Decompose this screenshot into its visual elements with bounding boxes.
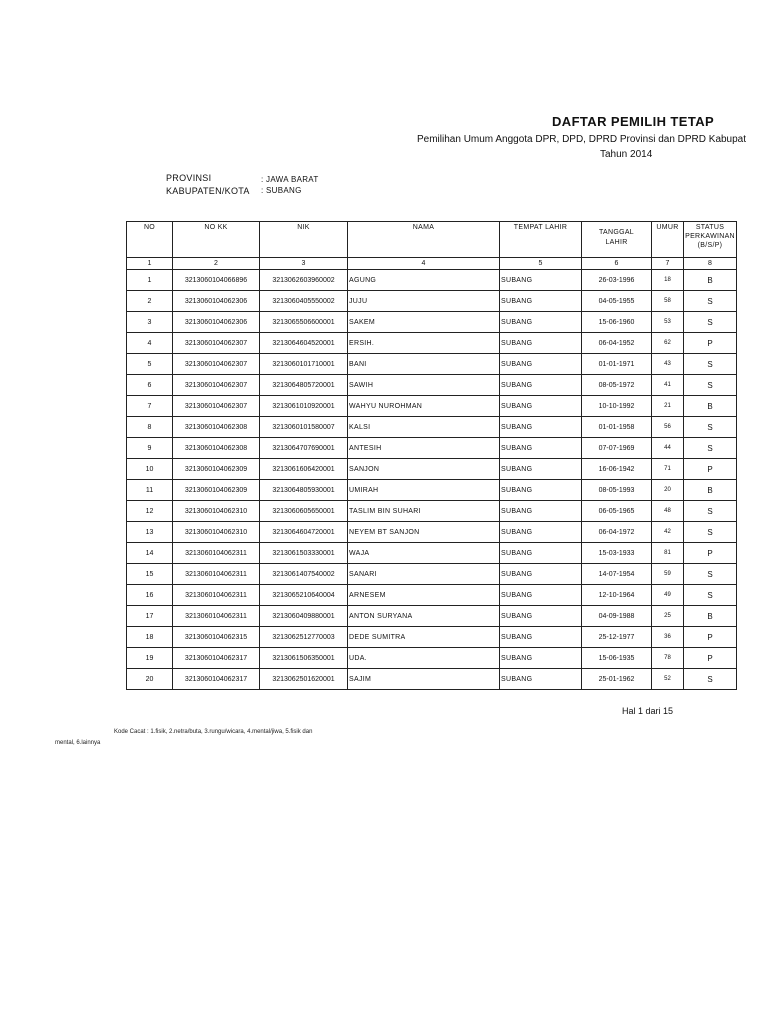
cell-nik: 3213060409880001 (260, 606, 348, 627)
column-number: 5 (500, 258, 582, 270)
cell-no-kk: 3213060104062311 (173, 564, 260, 585)
cell-no: 20 (127, 669, 173, 690)
cell-nik: 3213062501620001 (260, 669, 348, 690)
cell-no: 10 (127, 459, 173, 480)
cell-nik: 3213064707690001 (260, 438, 348, 459)
cell-no: 1 (127, 270, 173, 291)
cell-nik: 3213064805720001 (260, 375, 348, 396)
cell-no: 17 (127, 606, 173, 627)
cell-tanggal-lahir: 15-03-1933 (582, 543, 652, 564)
cell-no: 13 (127, 522, 173, 543)
cell-status: P (684, 333, 737, 354)
cell-nik: 3213064805930001 (260, 480, 348, 501)
cell-tempat-lahir: SUBANG (500, 480, 582, 501)
table-row (127, 354, 737, 375)
cell-tanggal-lahir: 01-01-1971 (582, 354, 652, 375)
cell-umur: 48 (652, 501, 684, 522)
cell-umur: 58 (652, 291, 684, 312)
cell-tanggal-lahir: 26-03-1996 (582, 270, 652, 291)
cell-nama: DEDE SUMITRA (348, 627, 500, 648)
table-row (127, 669, 737, 690)
cell-no-kk: 3213060104062317 (173, 648, 260, 669)
cell-tempat-lahir: SUBANG (500, 501, 582, 522)
regency-label: KABUPATEN/KOTA (166, 186, 250, 196)
column-number: 4 (348, 258, 500, 270)
cell-nik: 3213060101710001 (260, 354, 348, 375)
cell-umur: 44 (652, 438, 684, 459)
document-title: DAFTAR PEMILIH TETAP (552, 114, 715, 129)
cell-nik: 3213062603960002 (260, 270, 348, 291)
header-status-line2: PERKAWINAN (685, 233, 735, 240)
cell-tempat-lahir: SUBANG (500, 648, 582, 669)
table-row (127, 522, 737, 543)
cell-status: S (684, 312, 737, 333)
cell-nama: WAHYU NUROHMAN (348, 396, 500, 417)
cell-umur: 43 (652, 354, 684, 375)
province-value: : JAWA BARAT (261, 175, 319, 184)
regency-value: : SUBANG (261, 186, 302, 195)
cell-no: 11 (127, 480, 173, 501)
cell-tanggal-lahir: 10-10-1992 (582, 396, 652, 417)
header-nik: NIK (260, 222, 348, 258)
cell-no: 12 (127, 501, 173, 522)
cell-nama: SAKEM (348, 312, 500, 333)
table-row (127, 501, 737, 522)
header-no-kk: NO KK (173, 222, 260, 258)
header-status-line3: (B/S/P) (697, 242, 723, 249)
cell-nik: 3213064604520001 (260, 333, 348, 354)
cell-tempat-lahir: SUBANG (500, 564, 582, 585)
document-year: Tahun 2014 (600, 149, 653, 160)
cell-status: B (684, 396, 737, 417)
cell-nik: 3213061606420001 (260, 459, 348, 480)
header-status-perkawinan (684, 222, 737, 258)
cell-nama: ANTESIH (348, 438, 500, 459)
cell-tanggal-lahir: 12-10-1964 (582, 585, 652, 606)
cell-nama: UDA. (348, 648, 500, 669)
table-row (127, 564, 737, 585)
cell-nik: 3213062512770003 (260, 627, 348, 648)
table-row (127, 627, 737, 648)
cell-nik: 3213061503330001 (260, 543, 348, 564)
cell-umur: 71 (652, 459, 684, 480)
cell-umur: 21 (652, 396, 684, 417)
voter-rows (127, 270, 737, 690)
cell-umur: 53 (652, 312, 684, 333)
cell-tempat-lahir: SUBANG (500, 291, 582, 312)
table-row (127, 270, 737, 291)
column-number-row (127, 258, 737, 270)
cell-tanggal-lahir: 14-07-1954 (582, 564, 652, 585)
cell-status: P (684, 543, 737, 564)
cell-no: 2 (127, 291, 173, 312)
cell-status: B (684, 606, 737, 627)
table-row (127, 459, 737, 480)
cell-nik: 3213065210640004 (260, 585, 348, 606)
cell-tempat-lahir: SUBANG (500, 606, 582, 627)
cell-nama: BANI (348, 354, 500, 375)
cell-status: P (684, 648, 737, 669)
column-number: 1 (127, 258, 173, 270)
cell-no-kk: 3213060104062307 (173, 396, 260, 417)
page-indicator: Hal 1 dari 15 (622, 706, 674, 716)
cell-nik: 3213061407540002 (260, 564, 348, 585)
cell-no-kk: 3213060104062308 (173, 417, 260, 438)
cell-no: 5 (127, 354, 173, 375)
table-row (127, 543, 737, 564)
cell-umur: 18 (652, 270, 684, 291)
cell-nik: 3213060605650001 (260, 501, 348, 522)
cell-tempat-lahir: SUBANG (500, 417, 582, 438)
cell-no: 9 (127, 438, 173, 459)
cell-status: S (684, 585, 737, 606)
cell-umur: 20 (652, 480, 684, 501)
table-header-row (127, 222, 737, 258)
cell-nik: 3213060405550002 (260, 291, 348, 312)
table-row (127, 648, 737, 669)
cell-no: 3 (127, 312, 173, 333)
cell-tanggal-lahir: 08-05-1972 (582, 375, 652, 396)
cell-tempat-lahir: SUBANG (500, 543, 582, 564)
cell-tempat-lahir: SUBANG (500, 522, 582, 543)
table-row (127, 333, 737, 354)
cell-umur: 78 (652, 648, 684, 669)
cell-nama: SANJON (348, 459, 500, 480)
header-tempat-lahir: TEMPAT LAHIR (500, 222, 582, 258)
table-row (127, 396, 737, 417)
cell-nama: SANARI (348, 564, 500, 585)
table-row (127, 417, 737, 438)
cell-nama: KALSI (348, 417, 500, 438)
cell-tanggal-lahir: 07-07-1969 (582, 438, 652, 459)
cell-tempat-lahir: SUBANG (500, 333, 582, 354)
cell-tempat-lahir: SUBANG (500, 585, 582, 606)
cell-tanggal-lahir: 16-06-1942 (582, 459, 652, 480)
cell-tanggal-lahir: 15-06-1935 (582, 648, 652, 669)
cell-status: S (684, 564, 737, 585)
cell-nama: UMIRAH (348, 480, 500, 501)
cell-tanggal-lahir: 06-04-1952 (582, 333, 652, 354)
cell-no-kk: 3213060104062307 (173, 354, 260, 375)
cell-nik: 3213064604720001 (260, 522, 348, 543)
table-row (127, 585, 737, 606)
cell-tempat-lahir: SUBANG (500, 375, 582, 396)
disability-code-note: Kode Cacat : 1.fisik, 2.netra/buta, 3.rungu/wicara, 4.mental/jiwa, 5.fisik dan (114, 729, 313, 735)
cell-status: S (684, 291, 737, 312)
cell-umur: 42 (652, 522, 684, 543)
cell-no-kk: 3213060104062311 (173, 606, 260, 627)
header-tanggal-lahir (582, 222, 652, 258)
cell-nik: 3213065506600001 (260, 312, 348, 333)
cell-tanggal-lahir: 25-12-1977 (582, 627, 652, 648)
cell-status: S (684, 417, 737, 438)
cell-no-kk: 3213060104062309 (173, 459, 260, 480)
cell-no: 14 (127, 543, 173, 564)
province-label: PROVINSI (166, 173, 212, 183)
cell-no-kk: 3213060104062307 (173, 333, 260, 354)
column-number: 6 (582, 258, 652, 270)
cell-status: P (684, 627, 737, 648)
cell-tanggal-lahir: 04-05-1955 (582, 291, 652, 312)
cell-no-kk: 3213060104062315 (173, 627, 260, 648)
cell-status: S (684, 354, 737, 375)
cell-tempat-lahir: SUBANG (500, 396, 582, 417)
cell-umur: 36 (652, 627, 684, 648)
cell-umur: 41 (652, 375, 684, 396)
cell-status: P (684, 459, 737, 480)
column-number: 2 (173, 258, 260, 270)
cell-no-kk: 3213060104062306 (173, 312, 260, 333)
table-row (127, 312, 737, 333)
cell-tanggal-lahir: 08-05-1993 (582, 480, 652, 501)
cell-no: 4 (127, 333, 173, 354)
cell-tempat-lahir: SUBANG (500, 669, 582, 690)
header-tanggal-lahir-line1: TANGGAL (598, 229, 635, 236)
voter-list-table (126, 221, 737, 690)
cell-nama: TASLIM BIN SUHARI (348, 501, 500, 522)
cell-status: B (684, 270, 737, 291)
cell-status: S (684, 501, 737, 522)
cell-no-kk: 3213060104062306 (173, 291, 260, 312)
cell-no: 7 (127, 396, 173, 417)
cell-nama: SAJIM (348, 669, 500, 690)
cell-no-kk: 3213060104062317 (173, 669, 260, 690)
cell-no-kk: 3213060104062311 (173, 585, 260, 606)
cell-tempat-lahir: SUBANG (500, 438, 582, 459)
cell-no-kk: 3213060104066896 (173, 270, 260, 291)
cell-status: S (684, 438, 737, 459)
header-nama: NAMA (348, 222, 500, 258)
cell-umur: 59 (652, 564, 684, 585)
cell-no: 6 (127, 375, 173, 396)
document-subtitle: Pemilihan Umum Anggota DPR, DPD, DPRD Provinsi dan DPRD Kabupat (417, 134, 747, 145)
cell-no-kk: 3213060104062310 (173, 522, 260, 543)
cell-umur: 56 (652, 417, 684, 438)
cell-status: S (684, 522, 737, 543)
cell-umur: 25 (652, 606, 684, 627)
cell-status: S (684, 375, 737, 396)
header-tanggal-lahir-line2: LAHIR (605, 239, 628, 246)
cell-tempat-lahir: SUBANG (500, 270, 582, 291)
cell-no-kk: 3213060104062309 (173, 480, 260, 501)
column-number: 7 (652, 258, 684, 270)
cell-umur: 52 (652, 669, 684, 690)
cell-tanggal-lahir: 25-01-1962 (582, 669, 652, 690)
table-row (127, 606, 737, 627)
cell-umur: 81 (652, 543, 684, 564)
cell-nik: 3213061010920001 (260, 396, 348, 417)
cell-tanggal-lahir: 06-04-1972 (582, 522, 652, 543)
cell-tempat-lahir: SUBANG (500, 354, 582, 375)
cell-status: S (684, 669, 737, 690)
header-status-line1: STATUS (695, 224, 725, 231)
cell-no: 15 (127, 564, 173, 585)
column-number: 3 (260, 258, 348, 270)
table-row (127, 291, 737, 312)
cell-no-kk: 3213060104062308 (173, 438, 260, 459)
cell-no-kk: 3213060104062311 (173, 543, 260, 564)
cell-no-kk: 3213060104062307 (173, 375, 260, 396)
cell-no-kk: 3213060104062310 (173, 501, 260, 522)
disability-code-note-continued: mental, 6.lainnya (55, 740, 101, 746)
cell-nik: 3213060101580007 (260, 417, 348, 438)
table-row (127, 480, 737, 501)
cell-tanggal-lahir: 01-01-1958 (582, 417, 652, 438)
cell-nik: 3213061506350001 (260, 648, 348, 669)
cell-no: 8 (127, 417, 173, 438)
cell-tempat-lahir: SUBANG (500, 459, 582, 480)
cell-nama: ANTON SURYANA (348, 606, 500, 627)
cell-tanggal-lahir: 15-06-1960 (582, 312, 652, 333)
cell-no: 16 (127, 585, 173, 606)
cell-tanggal-lahir: 06-05-1965 (582, 501, 652, 522)
cell-tempat-lahir: SUBANG (500, 627, 582, 648)
cell-umur: 62 (652, 333, 684, 354)
cell-umur: 49 (652, 585, 684, 606)
cell-nama: NEYEM BT SANJON (348, 522, 500, 543)
cell-no: 19 (127, 648, 173, 669)
cell-status: B (684, 480, 737, 501)
cell-nama: WAJA (348, 543, 500, 564)
header-umur: UMUR (652, 222, 684, 258)
table-row (127, 375, 737, 396)
header-no: NO (127, 222, 173, 258)
cell-nama: JUJU (348, 291, 500, 312)
cell-nama: SAWIH (348, 375, 500, 396)
column-number: 8 (684, 258, 737, 270)
cell-tanggal-lahir: 04-09-1988 (582, 606, 652, 627)
table-row (127, 438, 737, 459)
cell-nama: ARNESEM (348, 585, 500, 606)
cell-nama: AGUNG (348, 270, 500, 291)
cell-nama: ERSIH. (348, 333, 500, 354)
cell-tempat-lahir: SUBANG (500, 312, 582, 333)
cell-no: 18 (127, 627, 173, 648)
